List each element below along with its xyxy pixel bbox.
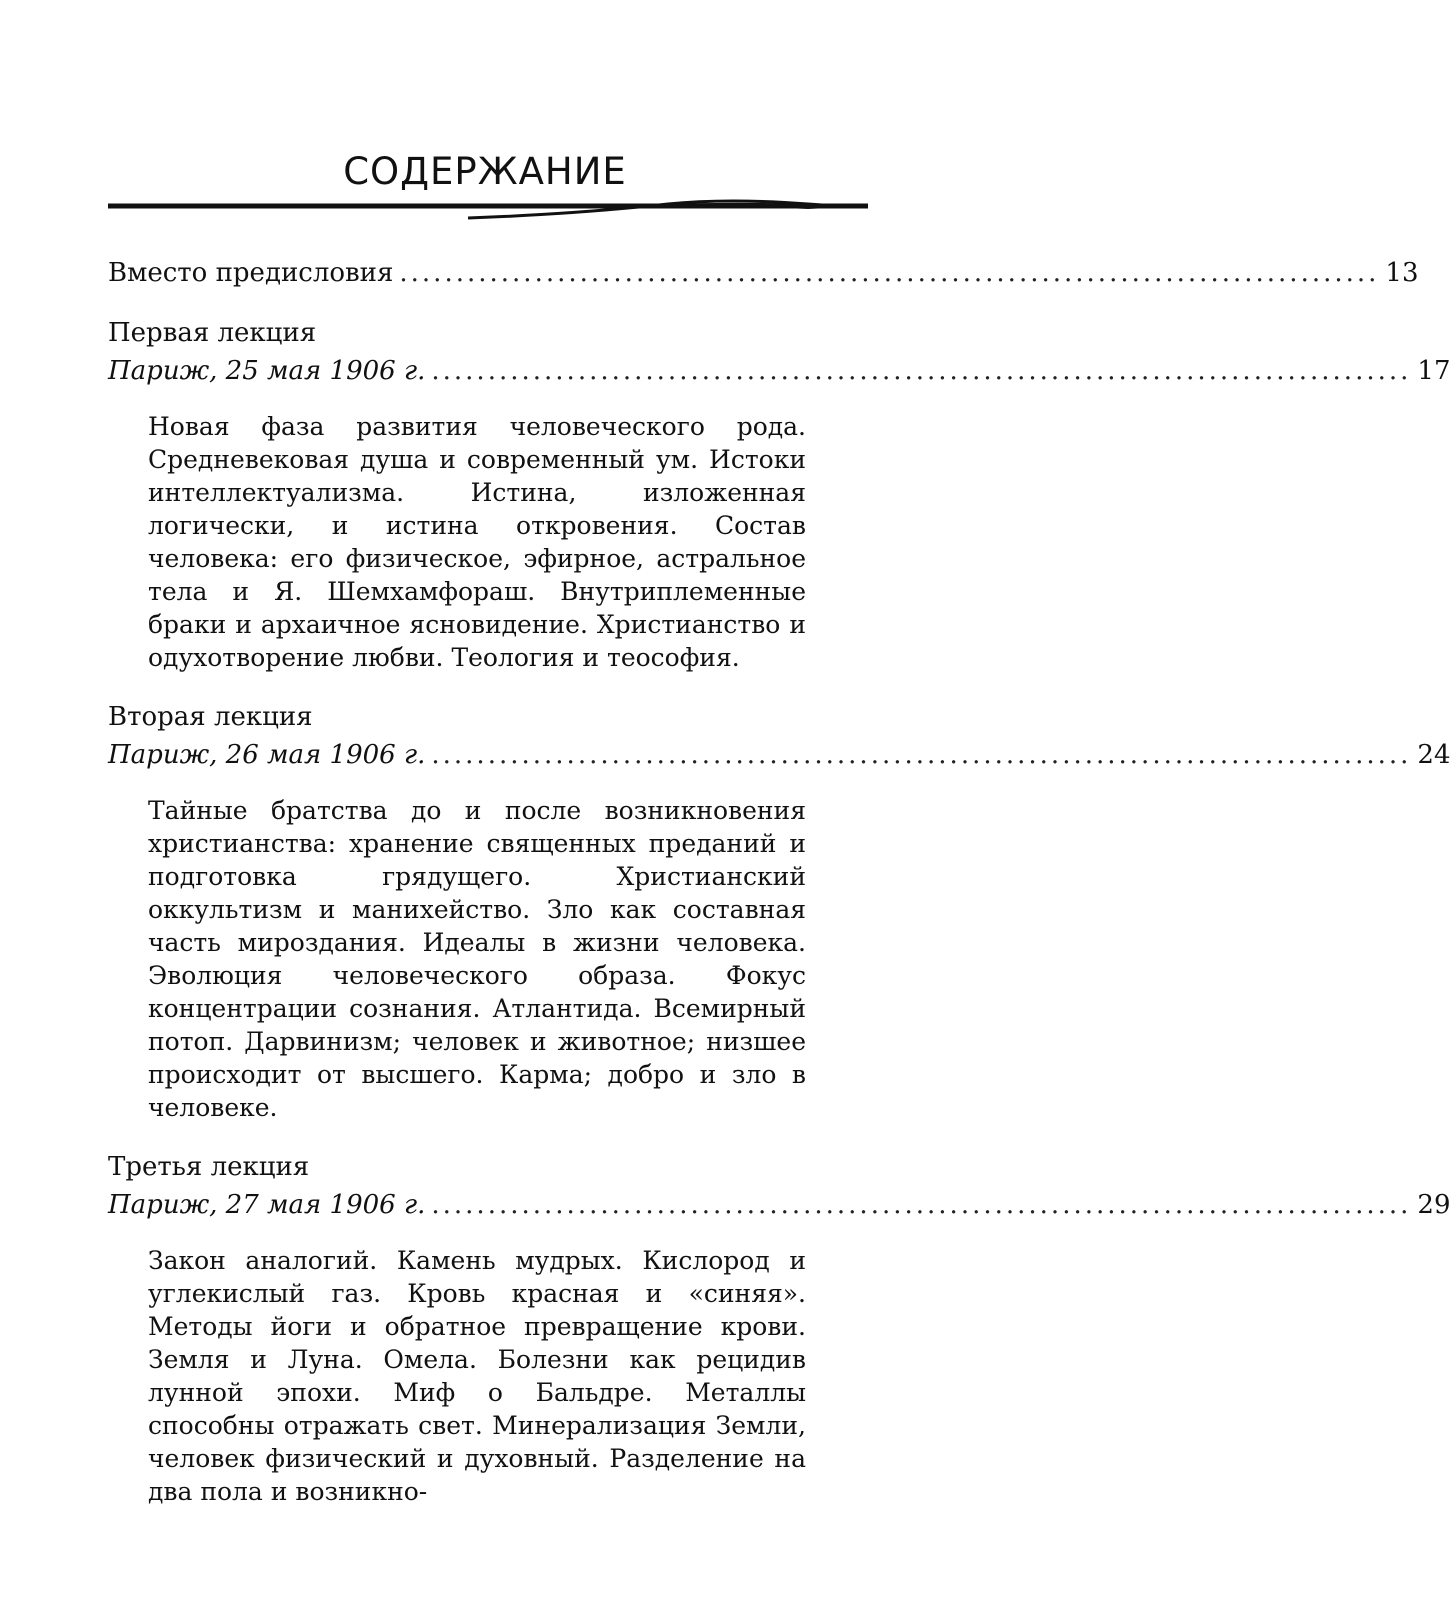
toc-row: [108, 354, 1451, 388]
toc-row: [108, 1188, 1451, 1222]
dot-leader: .......................................................................................: [431, 356, 1412, 386]
lecture-summary: Тайные братства до и после возникновения христианства: хранение священных преданий и подготовка грядущего. Христианский оккультизм и манихейство. Зло как составная часть мироздания. Идеалы в жизни человека. Эволюция человеческого образа. Фокус концентрации сознания. Атлантида. Всемирный потоп. Дарвинизм; человек и животное; низшее происходит от высшего. Карма; добро и зло в человеке.: [148, 796, 806, 1122]
lecture-heading: Вторая лекция: [108, 702, 313, 732]
table-of-contents: [108, 256, 1451, 1534]
dot-leader: .......................................................................................: [431, 740, 1412, 770]
lecture-heading: Третья лекция: [108, 1152, 310, 1182]
page-number: 29: [1417, 1190, 1451, 1220]
page-title: СОДЕРЖАНИЕ: [343, 150, 627, 193]
lecture-place-date: Париж, 26 мая 1906 г.: [108, 740, 426, 770]
dot-leader: .......................................................................................: [431, 1190, 1412, 1220]
toc-row: [108, 738, 1451, 772]
lecture-heading: Первая лекция: [108, 318, 317, 348]
toc-entry-lecture-3: [108, 1150, 1451, 1508]
lecture-place-date: Париж, 27 мая 1906 г.: [108, 1190, 426, 1220]
page-number: 24: [1417, 740, 1451, 770]
toc-entry-lecture-2: [108, 700, 1451, 1124]
title-underline-ornament: [108, 196, 868, 236]
toc-entry-preface: [108, 256, 1419, 290]
lecture-summary: Закон аналогий. Камень мудрых. Кислород и углекислый газ. Кровь красная и «синяя». Методы йоги и обратное превращение крови. Земля и Луна. Омела. Болезни как рецидив лунной эпохи. Миф о Бальдре. Металлы способны отражать свет. Минерализация Земли, человек физический и духовный. Разделение на два пола и возникно-: [148, 1246, 806, 1506]
toc-entry-label: Вместо предисловия: [108, 258, 394, 288]
page-number: 13: [1385, 258, 1419, 288]
toc-row: [108, 256, 1419, 290]
page-number: 17: [1417, 356, 1451, 386]
toc-entry-lecture-1: [108, 316, 1451, 674]
dot-leader: .......................................................................................: [399, 258, 1380, 288]
lecture-place-date: Париж, 25 мая 1906 г.: [108, 356, 426, 386]
lecture-summary: Новая фаза развития человеческого рода. Средневековая душа и современный ум. Истоки интеллектуализма. Истина, изложенная логически, и истина откровения. Состав человека: его физическое, эфирное, астральное тела и Я. Шемхамфораш. Внутриплеменные браки и архаичное ясновидение. Христианство и одухотворение любви. Теология и теософия.: [148, 412, 806, 672]
